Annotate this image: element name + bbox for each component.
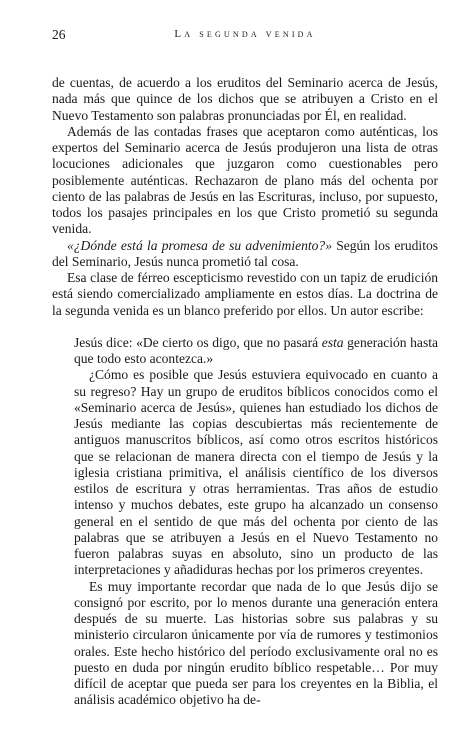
quote-paragraph-2: ¿Cómo es posible que Jesús estuviera equivocado en cuanto a su regreso? Hay un grupo de eruditos bíblicos conocidos como el «Seminario acerca de Jesús», quienes han estudiado los dichos de Jesús mediante las copias descubiertas más recientemente de antiguos manuscritos bíblicos, así como otros escritos históricos que se relacionan de manera directa con el tiempo de Jesús y la iglesia cristiana primitiva, el análisis científico de los diversos estilos de escritura y otras herramientas. Tras años de estudio intenso y muchos debates, este grupo ha alcanzado un consenso general en el sentido de que más del ochenta por ciento de las palabras que se atribuyen a Jesús en el Nuevo Testamento no fueron palabras suyas en absoluto, sino un producto de las interpretaciones y añadiduras hechas por los primeros creyentes. [74,367,438,578]
quote-paragraph-1 [74,335,438,368]
italic-quote: «¿Dónde está la promesa de su advenimiento?» [67,237,332,253]
paragraph-3 [52,238,438,271]
body-text [52,75,438,709]
quote-paragraph-3: Es muy importante recordar que nada de lo que Jesús dijo se consignó por escrito, por lo menos durante una generación entera después de su muerte. Las historias sobre sus palabras y su ministerio circularon únicamente por vía de rumores y testimonios orales. Este hecho histórico del período exclusivamente oral no es puesto en duda por ningún erudito bíblico respetable… Por muy difícil de aceptar que pueda ser para los creyentes en la Biblia, el análisis académico objetivo ha de- [74,578,438,708]
paragraph-2: Además de las contadas frases que aceptaron como auténticas, los expertos del Seminario acerca de Jesús produjeron una lista de otras locuciones adicionales que juzgaron como cuestionables pero posiblemente auténticas. Rechazaron de plano más del ochenta por ciento de las palabras de Jesús en las Escrituras, incluso, por supuesto, todos los pasajes principales en los que Cristo prometió su segunda venida. [52,123,438,237]
page-number: 26 [52,27,66,42]
page-header [52,27,438,43]
quote-italic-word: esta [321,334,344,350]
block-quote [74,335,438,709]
quote-text-before: Jesús dice: «De cierto os digo, que no pasará [74,334,322,350]
running-head: La segunda venida [174,28,316,40]
paragraph-4: Esa clase de férreo escepticismo revestido con un tapiz de erudición está siendo comercializado ampliamente en estos días. La doctrina de la segunda venida es un blanco preferido por ellos. Un autor escribe: [52,270,438,318]
paragraph-3-text: Según los eruditos del Seminario, Jesús nunca prometió tal cosa. [52,237,439,269]
quote-text-after: generación hasta que todo esto acontezca.» [74,334,438,366]
paragraph-1: de cuentas, de acuerdo a los eruditos del Seminario acerca de Jesús, nada más que quince de los dichos que se atribuyen a Cristo en el Nuevo Testamento son palabras pronunciadas por Él, en realidad. [52,75,438,123]
